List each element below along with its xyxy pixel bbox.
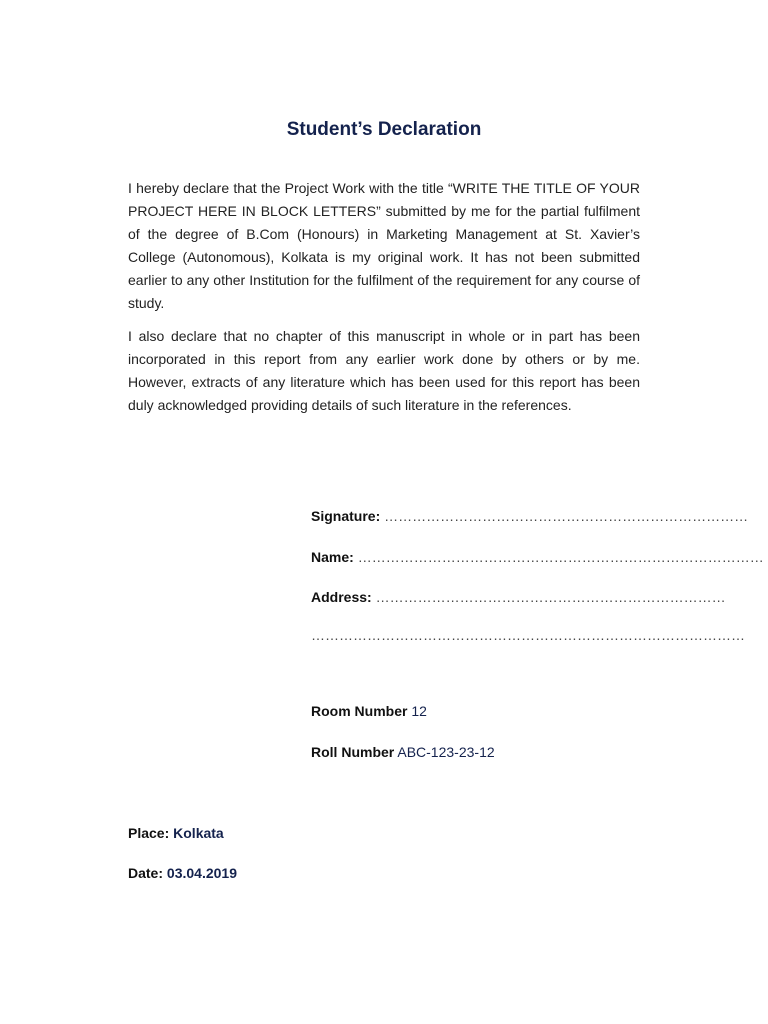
declaration-paragraph-1: I hereby declare that the Project Work with the title “WRITE THE TITLE OF YOUR PROJECT HERE IN BLOCK LETTERS” submitted by me for the partial fulfilment of the degree of B.Com (Honours) in Marketing Management at St. Xavier’s College (Autonomous), Kolkata is my original work. It has not been submitted earlier to any other Institution for the fulfilment of the requirement for any course of study.: [128, 180, 640, 312]
name-line: ……………………………………………………………………………: [357, 549, 764, 565]
date-label: Date:: [128, 865, 164, 881]
place-label: Place:: [128, 825, 170, 841]
address-line-2-dots: …………………………………………………………………………………: [311, 627, 745, 643]
name-field: [311, 549, 764, 565]
address-line-2: [311, 627, 745, 643]
date-field: [128, 865, 237, 881]
roll-number-value: ABC-123-23-12: [397, 744, 495, 760]
declaration-paragraph-2: I also declare that no chapter of this manuscript in whole or in part has been incorporated in this report from any earlier work done by others or by me. However, extracts of any literature which has been used for this report has been duly acknowledged providing details of such literature in the references.: [128, 328, 640, 414]
address-line: …………………………………………………………………: [375, 589, 726, 605]
date-value: 03.04.2019: [166, 865, 237, 881]
roll-number-field: [311, 744, 495, 760]
address-label: Address:: [311, 589, 372, 605]
signature-line: ……………………………………………………………………: [384, 508, 749, 524]
address-field: [311, 589, 726, 605]
signature-field: [311, 508, 748, 524]
room-number-value: 12: [411, 703, 427, 719]
signature-label: Signature:: [311, 508, 381, 524]
place-value: Kolkata: [173, 825, 224, 841]
name-label: Name:: [311, 549, 354, 565]
room-number-field: [311, 703, 427, 719]
roll-number-label: Roll Number: [311, 744, 395, 760]
room-number-label: Room Number: [311, 703, 408, 719]
page-title: Student’s Declaration: [286, 119, 482, 140]
place-field: [128, 825, 224, 841]
